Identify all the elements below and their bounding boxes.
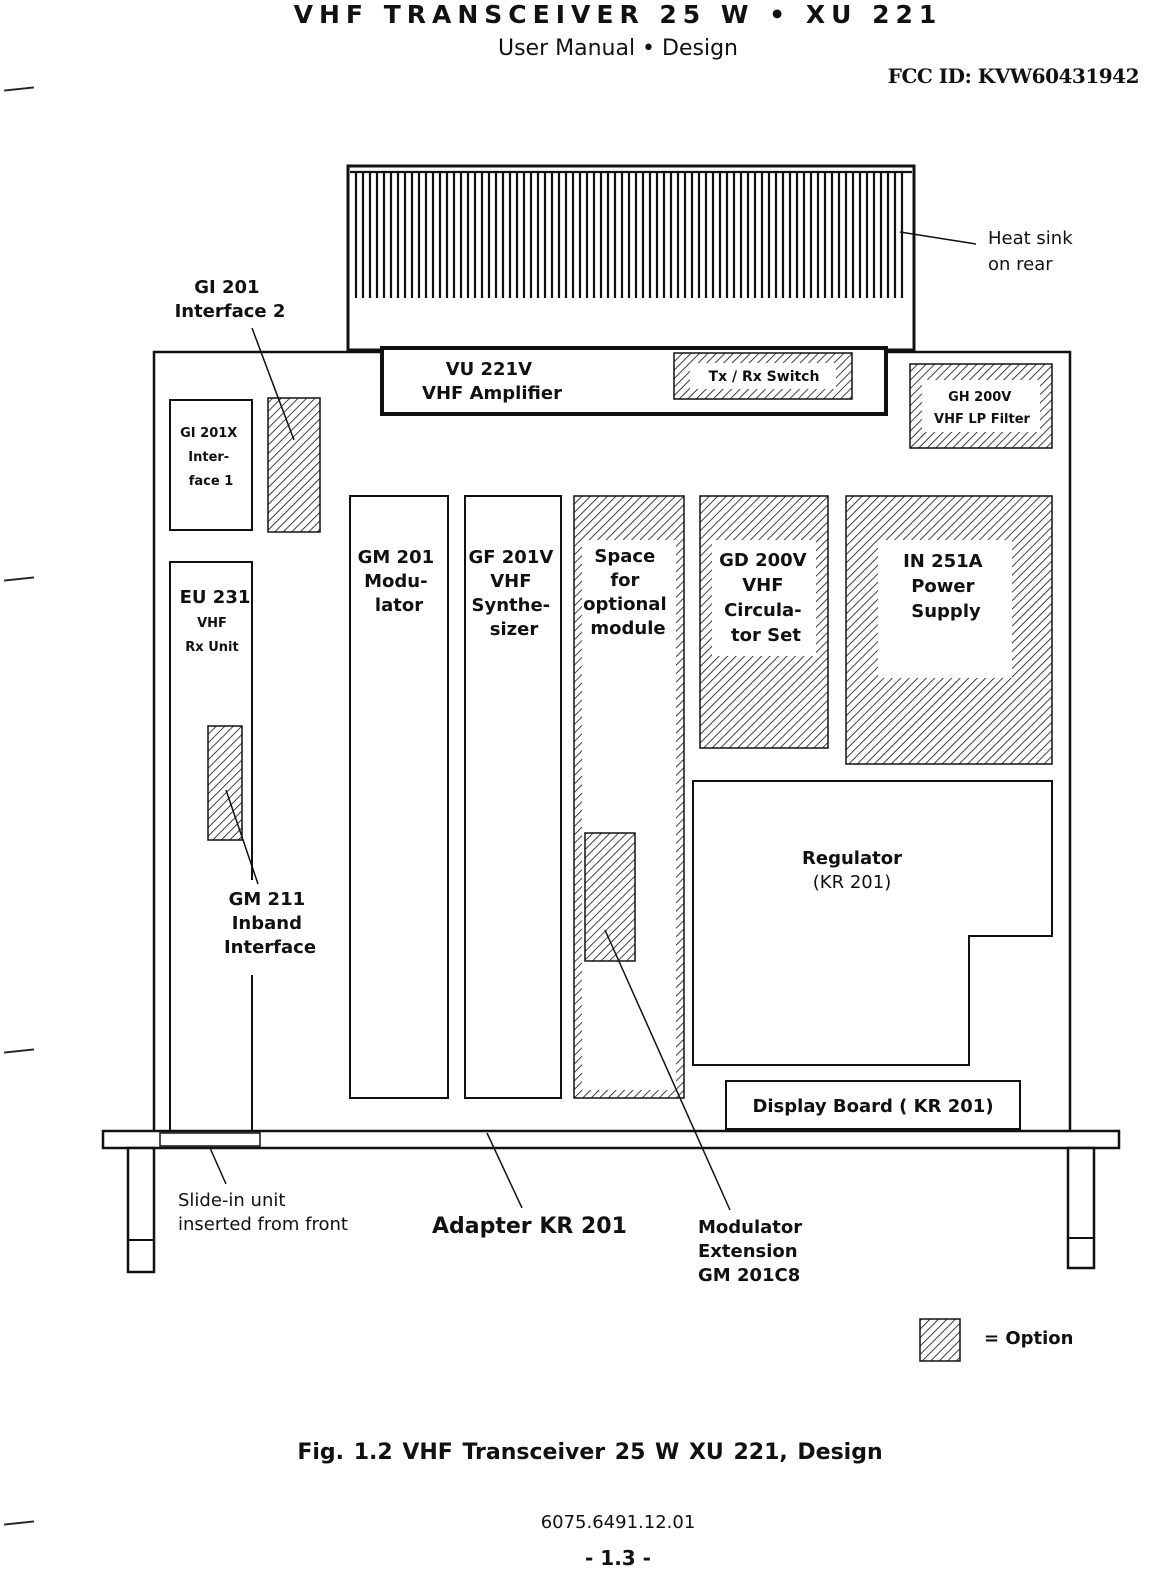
eu231-rx-unit	[170, 562, 252, 1136]
svg-text:Tx / Rx Switch: Tx / Rx Switch	[708, 369, 820, 385]
svg-text:VHF: VHF	[197, 616, 227, 631]
gi201-interface2-module	[268, 398, 320, 532]
svg-text:Display Board ( KR 201): Display Board ( KR 201)	[752, 1096, 994, 1117]
svg-text:EU 231: EU 231	[179, 587, 251, 608]
svg-text:IN 251A Power Supp: IN 251A Power Supply	[903, 551, 983, 622]
svg-text:Regulator: Regulator	[802, 848, 902, 869]
gm201-modulator	[350, 496, 448, 1098]
gm211-label: GM 211 Inband Interface	[223, 889, 317, 958]
display-board-kr201	[726, 1081, 1020, 1129]
heat-sink	[348, 166, 914, 350]
svg-text:GM 201 Modu- lator: GM 201 Modu- lator	[357, 547, 435, 616]
gh200v-lp-filter	[910, 364, 1052, 448]
optional-module-space	[574, 496, 684, 1098]
svg-text:Space for optional: Space for optional module	[583, 546, 667, 639]
adapter-label: Adapter KR 201	[432, 1214, 627, 1239]
fcc-id: FCC ID: KVW60431942	[887, 64, 1139, 88]
option-hatch-swatch	[920, 1319, 960, 1361]
svg-text:(KR 201): (KR 201)	[812, 872, 892, 893]
document-title: VHF TRANSCEIVER 25 W • XU 221	[293, 0, 943, 29]
gi201x-interface1	[170, 400, 252, 530]
in251a-power-supply	[846, 496, 1052, 764]
page-number: - 1.3 -	[585, 1546, 651, 1570]
svg-text:VU 221V VHF Amplifier: VU 221V VHF Amplifier	[422, 359, 562, 404]
gf201v-synthesizer	[465, 496, 561, 1098]
option-legend-label: = Option	[984, 1328, 1074, 1349]
svg-text:GH 200V VHF LP Filter: GH 200V VHF LP Filter	[934, 390, 1030, 427]
option-legend	[920, 1319, 1074, 1361]
svg-text:GD 200V VHF Circul: GD 200V VHF Circula- tor Set	[719, 550, 807, 646]
modulator-extension-label: Modulator Extension GM 201C8	[698, 1217, 803, 1286]
svg-text:GF 201V VHF Synthe: GF 201V VHF Synthe- sizer	[468, 547, 554, 640]
document-number: 6075.6491.12.01	[540, 1512, 696, 1533]
txrx-switch	[674, 353, 852, 399]
svg-text:GI 201X Inter- fac: GI 201X Inter- face 1	[180, 426, 238, 489]
figure-caption: Fig. 1.2 VHF Transceiver 25 W XU 221, Design	[297, 1440, 883, 1465]
slide-in-leader	[210, 1148, 226, 1184]
regulator-kr201	[693, 781, 1052, 1065]
slide-in-label: Slide-in unit inserted from front	[178, 1190, 348, 1235]
document-subtitle: User Manual • Design	[497, 36, 738, 61]
gd200v-circulator-set	[700, 496, 828, 748]
gi201-label: GI 201 Interface 2	[174, 277, 286, 322]
svg-text:Rx Unit: Rx Unit	[185, 640, 239, 655]
heat-sink-label: Heat sink on rear	[988, 228, 1073, 275]
